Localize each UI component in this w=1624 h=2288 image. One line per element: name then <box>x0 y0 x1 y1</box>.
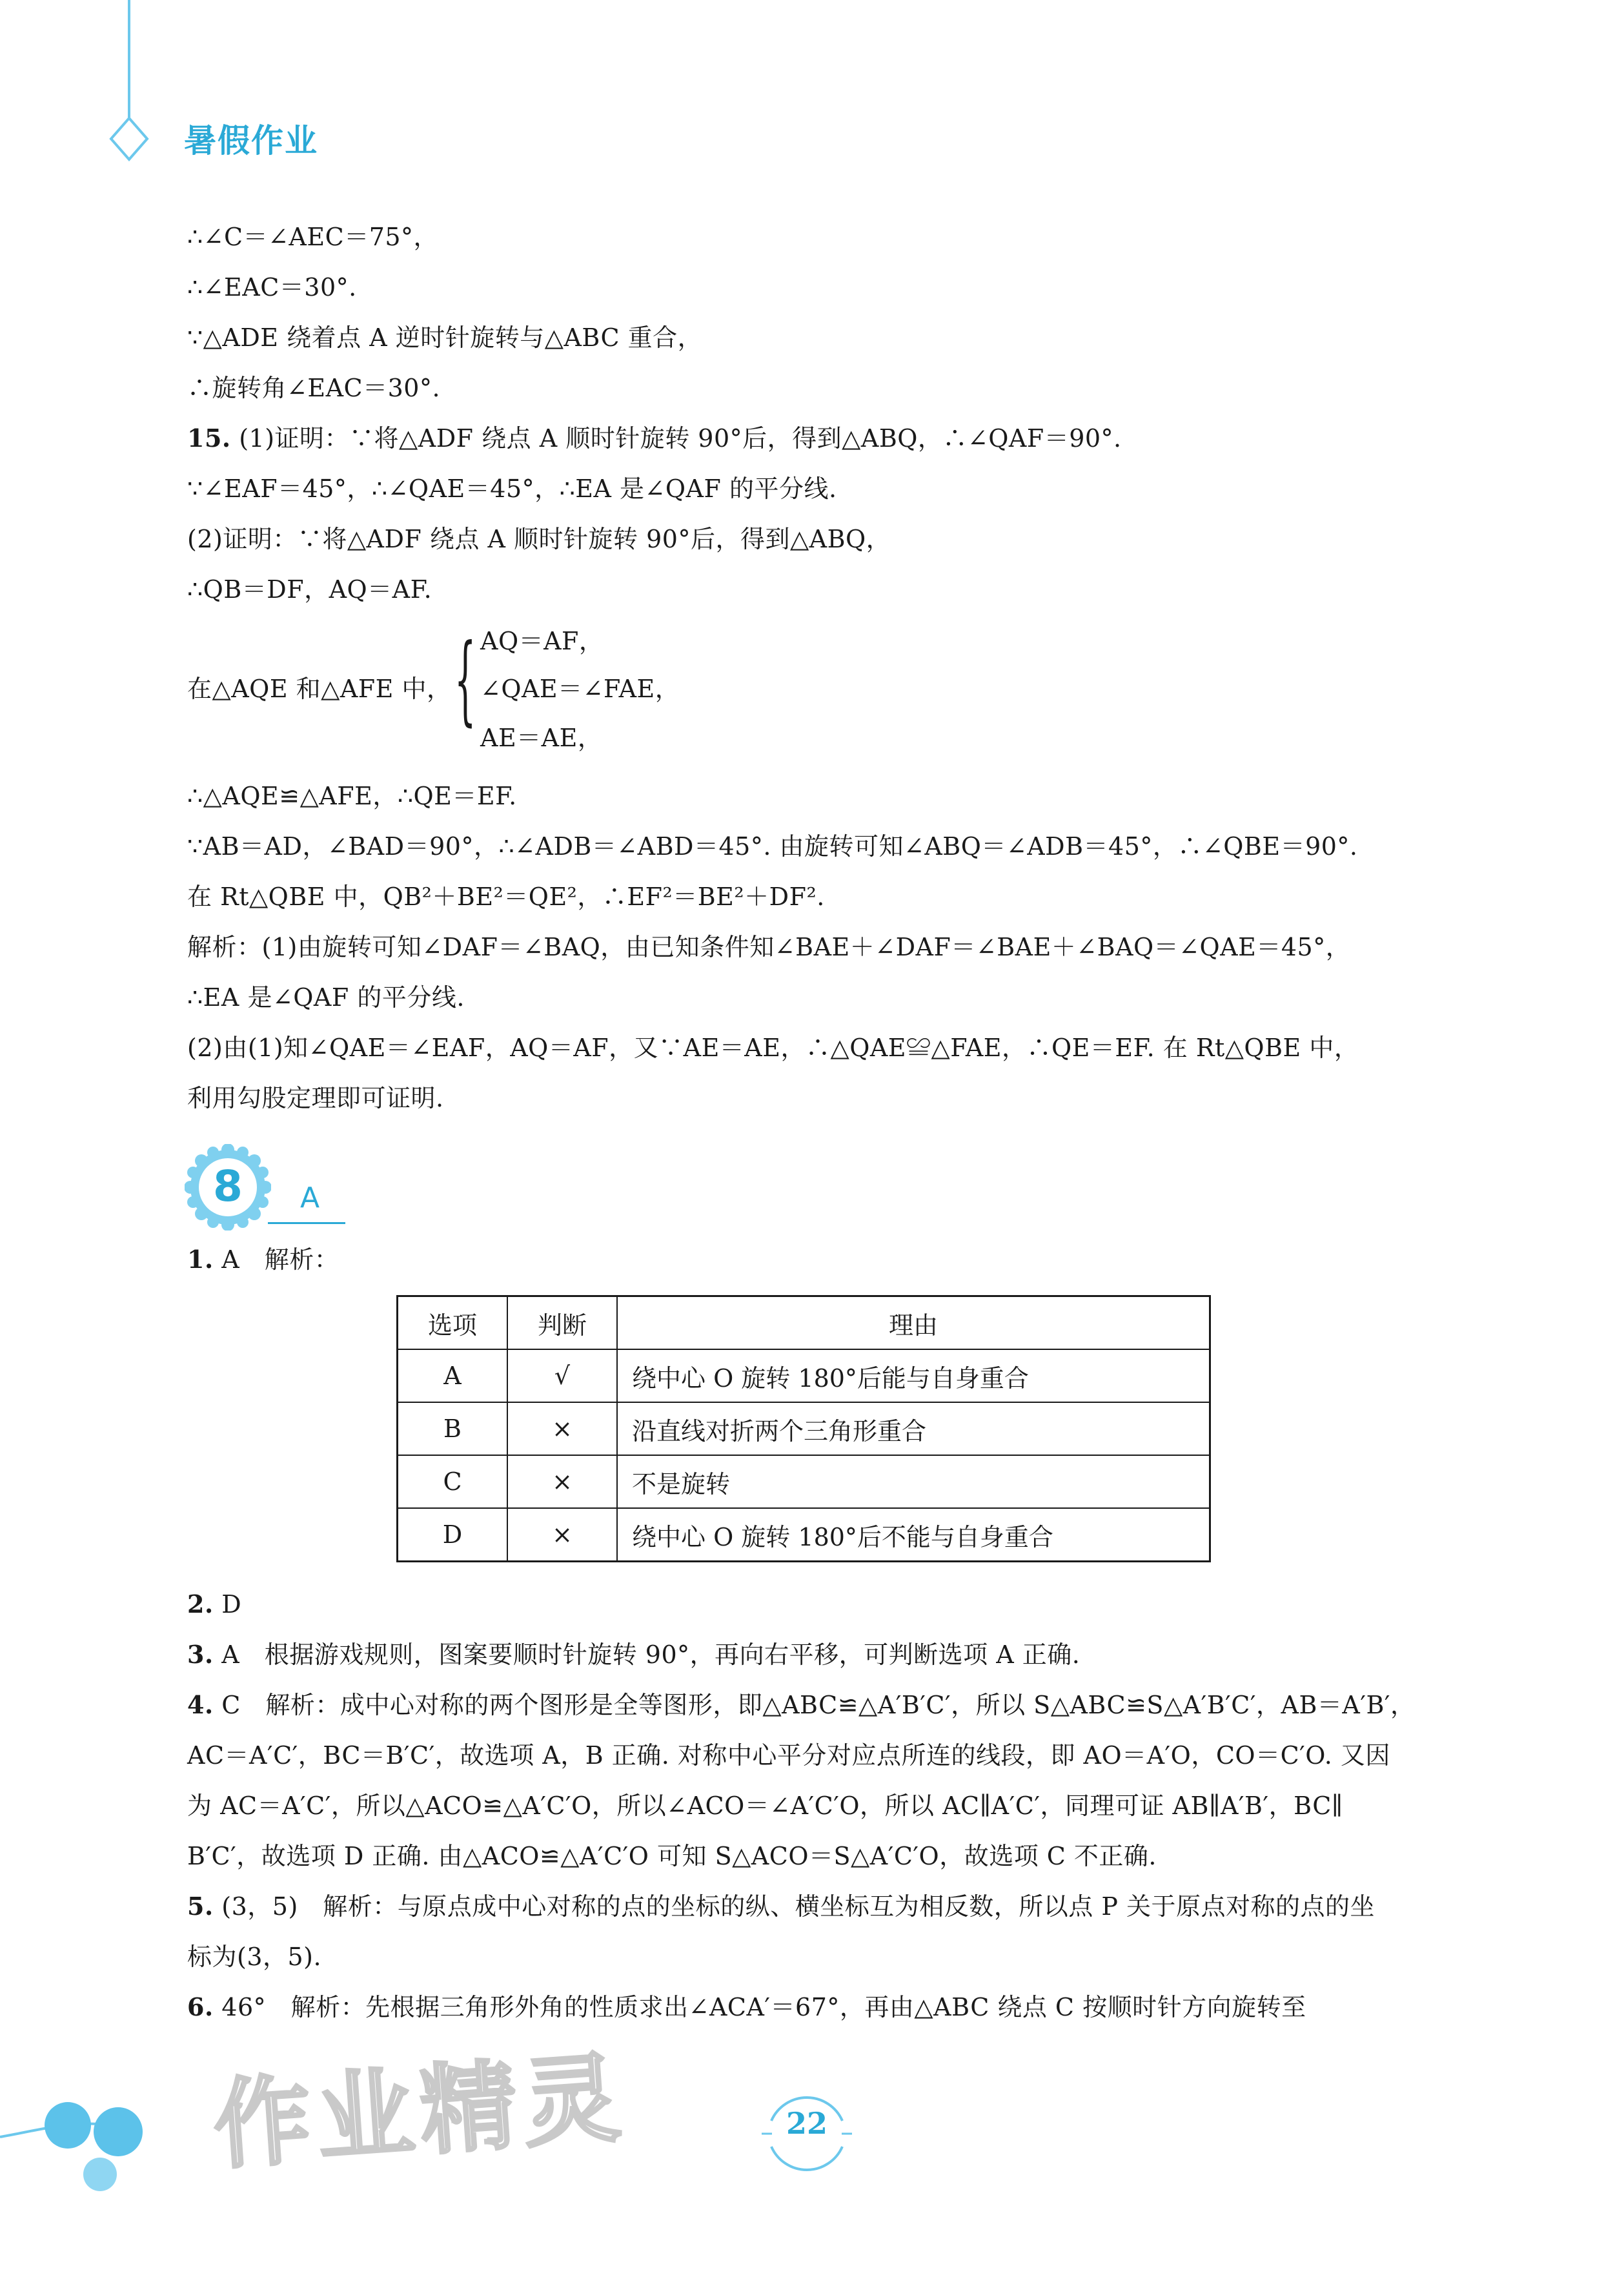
text-line: ∴EA 是∠QAF 的平分线. <box>187 983 465 1012</box>
question-5 <box>187 1890 1375 1923</box>
system-line: ∠QAE＝∠FAE， <box>480 675 680 703</box>
question-text: A 解析： <box>221 1245 340 1274</box>
table-row <box>398 1402 1210 1455</box>
table-cell: 不是旋转 <box>617 1455 1210 1508</box>
table-header: 选项 <box>398 1296 508 1350</box>
table-cell: 绕中心 O 旋转 180°后能与自身重合 <box>617 1349 1210 1402</box>
answer-table <box>396 1295 1211 1562</box>
question-number: 1. <box>187 1245 214 1274</box>
question-number: 3. <box>187 1640 214 1669</box>
corner-bubbles-decoration <box>0 2092 168 2221</box>
text-line: 利用勾股定理即可证明. <box>187 1084 444 1112</box>
text-line: AC＝A′C′，BC＝B′C′，故选项 A，B 正确. 对称中心平分对应点所连的线段，即 AO＝A′O，CO＝C′O. 又因 <box>187 1741 1390 1770</box>
question-number: 5. <box>187 1892 214 1921</box>
question-1 <box>187 1243 339 1276</box>
text-line: 在 Rt△QBE 中，QB²＋BE²＝QE²，∴EF²＝BE²＋DF². <box>187 883 825 911</box>
question-text: (3，5) 解析：与原点成中心对称的点的坐标的纵、横坐标互为相反数，所以点 P 关于原点对称的点的坐 <box>221 1892 1375 1921</box>
header-decoration <box>0 0 194 194</box>
table-cell: A <box>398 1349 508 1402</box>
watermark: 作业精灵 <box>210 2041 631 2183</box>
text-line: ∵△ADE 绕着点 A 逆时针旋转与△ABC 重合， <box>187 323 703 352</box>
text-line: ∴△AQE≌△AFE，∴QE＝EF. <box>187 782 517 810</box>
question-text: A 根据游戏规则，图案要顺时针旋转 90°，再向右平移，可判断选项 A 正确. <box>221 1640 1081 1669</box>
table-row <box>398 1455 1210 1508</box>
text-line: (2)证明：∵将△ADF 绕点 A 顺时针旋转 90°后，得到△ABQ， <box>187 525 891 553</box>
table-cell: B <box>398 1402 508 1455</box>
question-number: 4. <box>187 1690 214 1719</box>
table-cell: 绕中心 O 旋转 180°后不能与自身重合 <box>617 1508 1210 1562</box>
question-text: C 解析：成中心对称的两个图形是全等图形，即△ABC≌△A′B′C′，所以 S△ABC≌S△A′B′C′，AB＝A′B′， <box>221 1691 1416 1719</box>
question-4 <box>187 1689 1416 1721</box>
text-line: (2)由(1)知∠QAE＝∠EAF，AQ＝AF，又∵AE＝AE，∴△QAE≌△FAE，∴QE＝EF. 在 Rt△QBE 中， <box>187 1034 1359 1062</box>
text-line: 标为(3，5). <box>187 1943 322 1971</box>
question-3 <box>187 1639 1080 1671</box>
question-number: 15. <box>187 424 231 453</box>
table-row <box>398 1349 1210 1402</box>
question-text: (1)证明：∵将△ADF 绕点 A 顺时针旋转 90°后，得到△ABQ，∴∠QAF＝90°. <box>239 424 1122 453</box>
system-line: AQ＝AF， <box>480 627 604 655</box>
question-number: 6. <box>187 1992 214 2021</box>
header-title: 暑假作业 <box>184 122 318 159</box>
text-line: 解析：(1)由旋转可知∠DAF＝∠BAQ，由已知条件知∠BAE＋∠DAF＝∠BAE＋∠BAQ＝∠QAE＝45°， <box>187 933 1351 961</box>
text-line: B′C′，故选项 D 正确. 由△ACO≌△A′C′O 可知 S△ACO＝S△A′C′O，故选项 C 不正确. <box>187 1842 1157 1870</box>
table-cell: × <box>507 1455 617 1508</box>
section-underline <box>268 1222 345 1224</box>
text-line: ∴∠C＝∠AEC＝75°， <box>187 223 439 251</box>
question-number: 2. <box>187 1589 214 1619</box>
table-cell: × <box>507 1508 617 1562</box>
question-6 <box>187 1991 1306 2023</box>
section-number: 8 <box>213 1161 243 1211</box>
text-line: ∴旋转角∠EAC＝30°. <box>187 374 441 402</box>
question-text: D <box>221 1590 242 1619</box>
question-2 <box>187 1588 241 1620</box>
table-header-row <box>398 1296 1210 1350</box>
table-cell: × <box>507 1402 617 1455</box>
question-text: 46° 解析：先根据三角形外角的性质求出∠ACA′＝67°，再由△ABC 绕点 C 按顺时针方向旋转至 <box>221 1993 1306 2021</box>
system-line: AE＝AE， <box>480 724 603 752</box>
brace-symbol: { <box>454 624 476 736</box>
page-number: 22 <box>786 2106 827 2141</box>
table-cell: C <box>398 1455 508 1508</box>
text-line: ∴QB＝DF，AQ＝AF. <box>187 575 432 604</box>
section-letter: A <box>300 1181 320 1214</box>
table-cell: D <box>398 1508 508 1562</box>
table-header: 理由 <box>617 1296 1210 1350</box>
question-15 <box>187 422 1122 455</box>
text-line: ∴∠EAC＝30°. <box>187 273 357 301</box>
table-row <box>398 1508 1210 1562</box>
text-line: 为 AC＝A′C′，所以△ACO≌△A′C′O，所以∠ACO＝∠A′C′O，所以 AC∥A′C′，同理可证 AB∥A′B′，BC∥ <box>187 1792 1343 1820</box>
text-line: ∵AB＝AD，∠BAD＝90°，∴∠ADB＝∠ABD＝45°. 由旋转可知∠ABQ＝∠ADB＝45°，∴∠QBE＝90°. <box>187 832 1358 861</box>
table-header: 判断 <box>507 1296 617 1350</box>
table-cell: √ <box>507 1349 617 1402</box>
text-line: ∵∠EAF＝45°，∴∠QAE＝45°，∴EA 是∠QAF 的平分线. <box>187 475 837 503</box>
table-cell: 沿直线对折两个三角形重合 <box>617 1402 1210 1455</box>
system-prefix: 在△AQE 和△AFE 中， <box>187 675 452 703</box>
